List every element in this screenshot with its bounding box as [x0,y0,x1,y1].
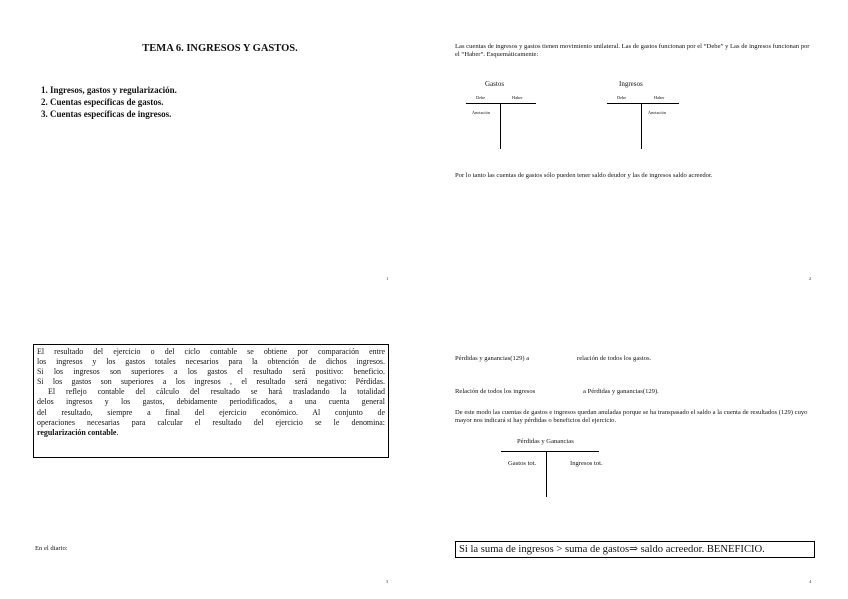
box-line: El resultado del ejercicio o del ciclo contable se obtiene por comparación entre [37,347,385,356]
page1-title: TEMA 6. INGRESOS Y GASTOS. [142,43,298,54]
result-definition-box [33,344,389,458]
box-line-final [37,428,385,438]
t-account-horizontal-line [501,451,599,452]
t-account-title: Pérdidas y Ganancias [517,438,574,445]
page-number: 3 [386,579,389,584]
page2-conclusion-text: Por lo tanto las cuentas de gastos sólo pueden tener saldo deudor y las de ingresos saldo acreedor. [455,172,713,179]
haber-label: Haber [512,95,523,100]
debe-label: Debe [617,95,627,100]
box-line: El reflejo contable del cálculo del resultado se hará trasladando la totalidad [37,387,385,397]
journal-line-1-right: relación de todos los gastos. [577,355,652,362]
period: . [116,427,119,437]
box-line: Si los gastos son superiores a los ingresos , el resultado será negativo: Pérdidas. [37,377,385,387]
summary-box: Si la suma de ingresos > suma de gastos⇒ saldo acreedor. BENEFICIO. [455,541,815,558]
page-number: 4 [809,579,812,584]
t-account-horizontal-line [607,103,679,104]
box-line: operaciones necesarias para calcular el resultado del ejercicio se le denomina: [37,417,385,427]
page4-explanation: De este modo las cuentas de gastos e ingresos quedan anuladas porque se ha transpasado el saldo a la cuenta de resultados (129) cuyo mayor nos indicará si hay pérdidas o beneficios del ejercicio. [455,409,808,425]
haber-entry: Ingresos tot. [570,460,603,467]
list-item: 3. Cuentas específicas de ingresos. [41,109,172,119]
page-number: 1 [386,276,389,281]
page1-topic-list [41,84,177,120]
debe-label: Debe [476,95,486,100]
debe-entry: Gastos tot. [508,460,537,467]
t-account-title: Gastos [485,80,505,88]
box-line: del resultado, siempre a final del ejercicio económico. Al conjunto de [37,407,385,417]
journal-line-1-left: Pérdidas y ganancias(129) a [455,355,530,362]
list-item: 2. Cuentas específicas de gastos. [41,97,164,107]
box-line: Si los ingresos son superiores a los gastos el resultado será positivo: beneficio. [37,367,385,377]
haber-entry: Anotación [648,110,666,115]
journal-line-2-left: Relación de todos los ingresos [455,388,536,395]
page-number: 2 [809,276,812,281]
t-account-vertical-line [500,103,501,149]
haber-label: Haber [654,95,665,100]
journal-line-2-right: a Pérdidas y ganancias(129). [583,388,659,395]
t-account-vertical-line [641,103,642,149]
t-account-vertical-line [546,451,547,497]
diario-label: En el diario: [35,545,68,552]
debe-entry: Anotación [472,110,490,115]
t-account-title: Ingresos [619,80,643,88]
t-account-horizontal-line [466,103,536,104]
box-line: los ingresos y los gastos totales necesarios para la obtención de dichos ingresos. [37,357,385,367]
box-line: delos ingresos y los gastos, debidamente periodificados, a una cuenta general [37,397,385,407]
page2-intro-text: Las cuentas de ingresos y gastos tienen movimiento unilateral. Las de gastos funcionan por el “Debe” y Las de ingresos funcionan por el “Haber”. Esquemáticamente: [455,43,810,59]
bold-term: regularización contable [37,427,117,437]
list-item: 1. Ingresos, gastos y regularización. [41,85,177,95]
